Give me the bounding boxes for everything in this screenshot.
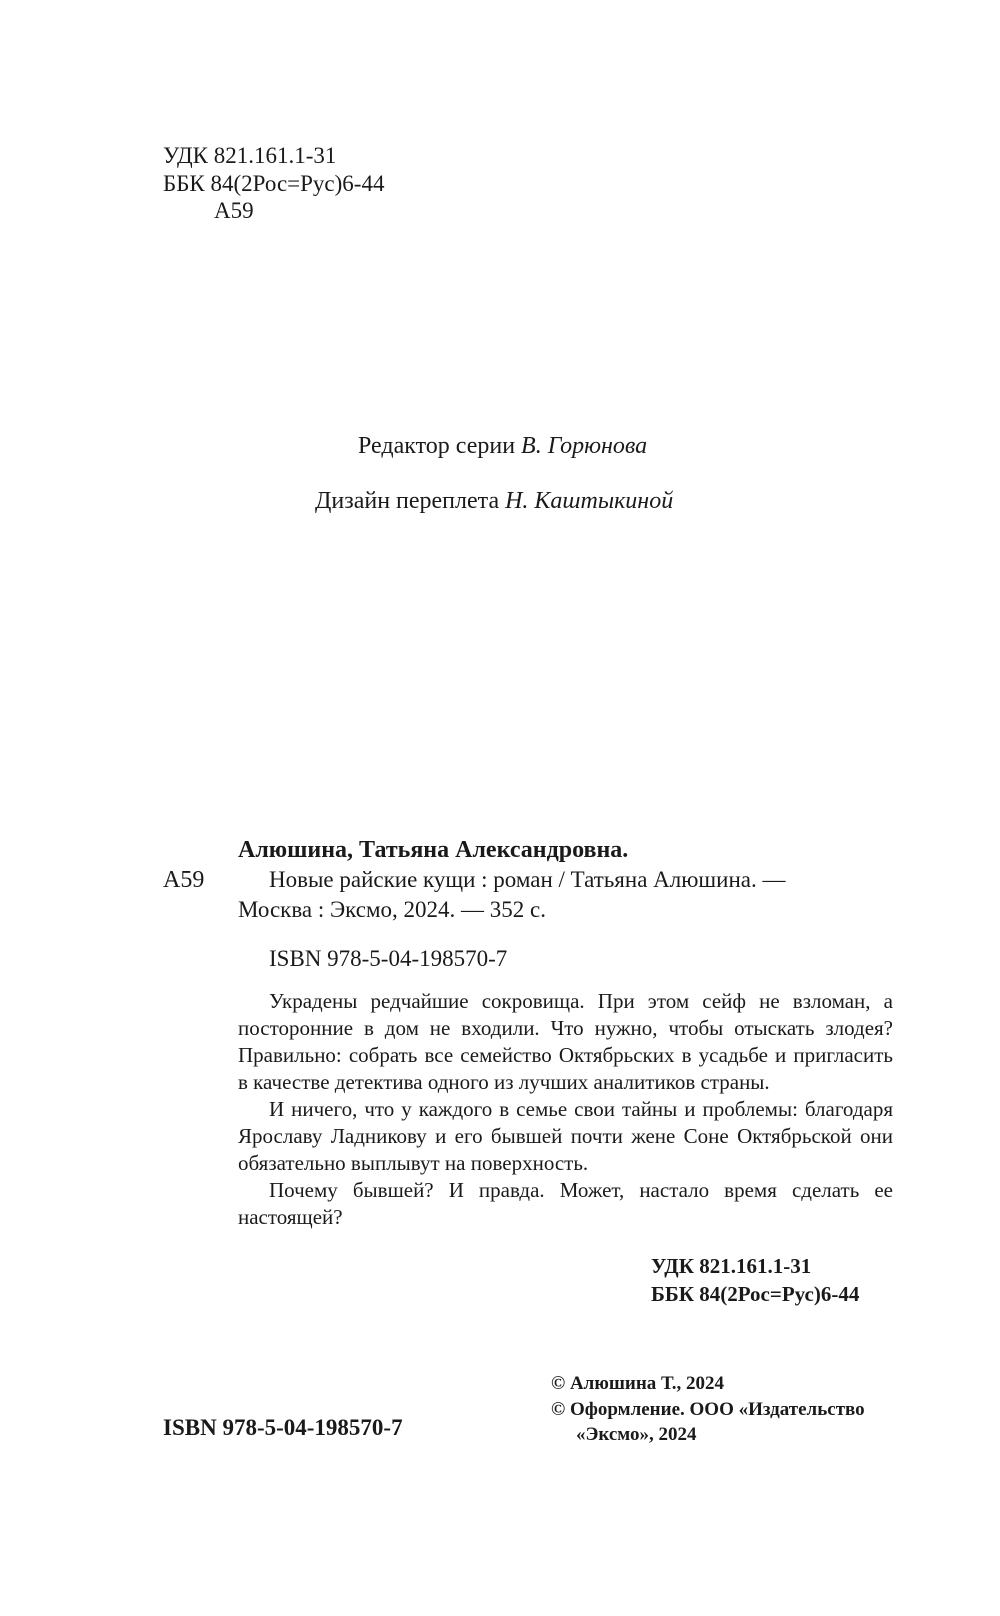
- catalog-isbn-line: ISBN 978-5-04-198570-7: [269, 946, 508, 971]
- catalog-udk-code: УДК 821.161.1-31: [651, 1254, 812, 1278]
- catalog-author-heading: Алюшина, Татьяна Александровна.: [238, 837, 629, 863]
- series-editor-name: В. Горюнова: [521, 433, 648, 459]
- top-bbk-code: ББК 84(2Рос=Рус)6-44: [163, 171, 385, 196]
- copyright-design-line2: «Эксмо», 2024: [576, 1424, 697, 1445]
- catalog-title-line: Новые райские кущи : роман / Татьяна Алюшина. —: [269, 867, 786, 892]
- annotation-paragraph: Почему бывшей? И правда. Может, настало время сделать ее настоящей?: [238, 1178, 893, 1229]
- catalog-author-mark: А59: [163, 867, 205, 893]
- annotation-paragraph: И ничего, что у каждого в семье свои тайны и проблемы: благодаря Ярославу Ладникову и его бывшей почти жене Соне Октябрьской они обязательно выплывут на поверхность.: [238, 1097, 893, 1175]
- cover-design-label: Дизайн переплета: [315, 488, 500, 514]
- top-author-mark: А59: [214, 198, 254, 223]
- top-udk-code: УДК 821.161.1-31: [163, 143, 337, 168]
- cover-design-credit: [315, 487, 673, 515]
- catalog-imprint-line: Москва : Эксмо, 2024. — 352 с.: [238, 897, 546, 922]
- series-editor-label: Редактор серии: [358, 433, 516, 459]
- annotation-paragraph: Украдены редчайшие сокровища. При этом сейф не взломан, а посторонние в дом не входили. Что нужно, чтобы отыскать злодея? Правильно: собрать все семейство Октябрьских в усадьбе и пригласить в качестве детектива одного из лучших аналитиков страны.: [238, 989, 893, 1094]
- series-editor-credit: [358, 432, 647, 460]
- cover-design-name: Н. Каштыкиной: [505, 488, 674, 514]
- catalog-annotation: [238, 988, 893, 1231]
- copyright-design-line1: © Оформление. ООО «Издательство: [551, 1399, 865, 1420]
- copyright-author: © Алюшина Т., 2024: [551, 1373, 725, 1394]
- catalog-bbk-code: ББК 84(2Рос=Рус)6-44: [651, 1282, 860, 1306]
- footer-isbn: ISBN 978-5-04-198570-7: [163, 1415, 403, 1440]
